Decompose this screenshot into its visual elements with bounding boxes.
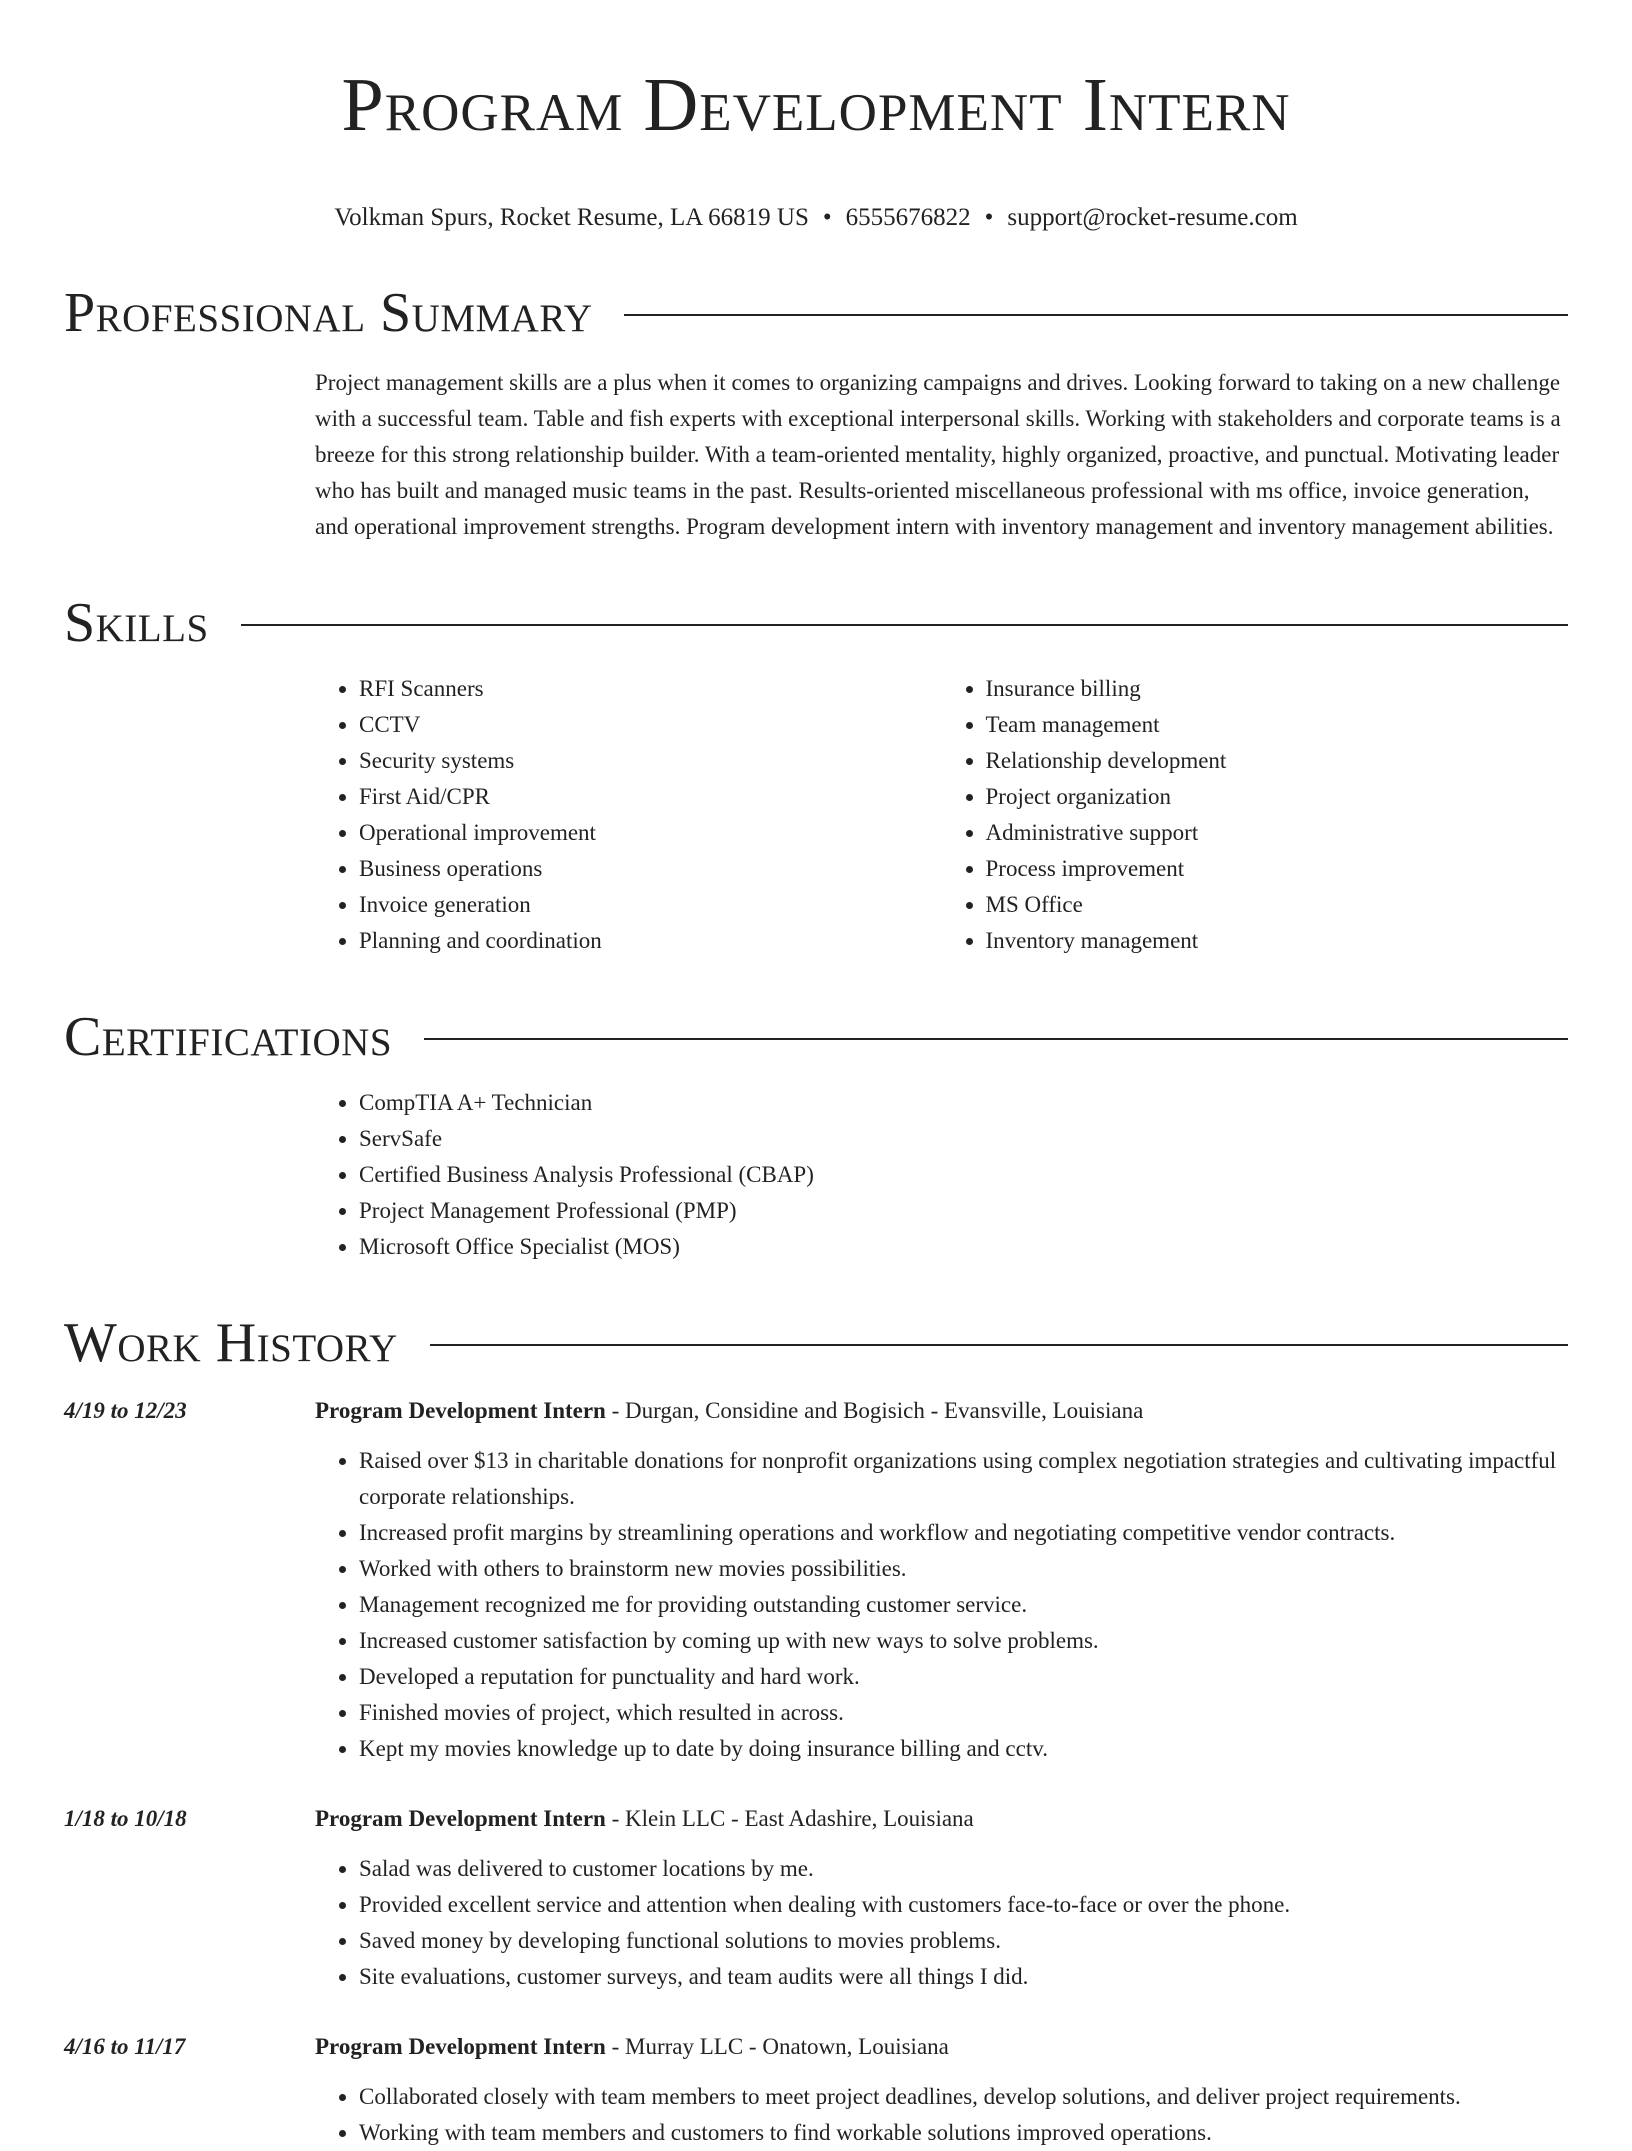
job-bullets bbox=[315, 2079, 1568, 2151]
certification-item: • Microsoft Office Specialist (MOS) bbox=[359, 1229, 1568, 1265]
certification-item: • CompTIA A+ Technician bbox=[359, 1085, 1568, 1121]
job-entry bbox=[64, 1801, 1568, 1995]
section-divider bbox=[424, 1038, 1568, 1040]
skill-item: • First Aid/CPR bbox=[359, 779, 942, 815]
summary-section-header bbox=[64, 281, 1568, 345]
job-employer: - Durgan, Considine and Bogisich - Evansville, Louisiana bbox=[605, 1397, 1144, 1423]
job-bullet: • Kept my movies knowledge up to date by doing insurance billing and cctv. bbox=[359, 1731, 1568, 1767]
contact-email[interactable]: support@rocket-resume.com bbox=[1007, 203, 1298, 231]
certifications-block bbox=[315, 1085, 1568, 1265]
job-detail bbox=[315, 1801, 1568, 1995]
job-entry bbox=[64, 1393, 1568, 1767]
certifications-section-header bbox=[64, 1005, 1568, 1069]
job-bullet: • Worked with others to brainstorm new movies possibilities. bbox=[359, 1551, 1568, 1587]
contact-phone: 6555676822 bbox=[845, 203, 971, 231]
job-detail bbox=[315, 1393, 1568, 1767]
skills-columns bbox=[315, 671, 1568, 959]
skill-item: • Operational improvement bbox=[359, 815, 942, 851]
job-bullet: • Provided excellent service and attention when dealing with customers face-to-face or over the phone. bbox=[359, 1887, 1568, 1923]
certifications-heading: Certifications bbox=[64, 1005, 393, 1068]
skill-item: • Security systems bbox=[359, 743, 942, 779]
job-bullet: • Finished movies of project, which resulted in across. bbox=[359, 1695, 1568, 1731]
job-detail bbox=[315, 2029, 1568, 2151]
skill-item: • Inventory management bbox=[986, 923, 1569, 959]
job-title-line bbox=[315, 2029, 1568, 2065]
job-employer: - Murray LLC - Onatown, Louisiana bbox=[605, 2033, 949, 2059]
work-history-heading: Work History bbox=[64, 1311, 398, 1374]
job-title-line bbox=[315, 1393, 1568, 1429]
job-bullet: • Increased profit margins by streamlining operations and workflow and negotiating competitive vendor contracts. bbox=[359, 1515, 1568, 1551]
section-divider bbox=[430, 1344, 1568, 1346]
skills-section-header bbox=[64, 591, 1568, 655]
contact-separator: • bbox=[984, 203, 994, 231]
resume-name-heading: Program Development Intern bbox=[341, 63, 1291, 147]
skill-item: • Administrative support bbox=[986, 815, 1569, 851]
section-divider bbox=[241, 624, 1568, 626]
job-bullets bbox=[315, 1851, 1568, 1995]
certification-item: • ServSafe bbox=[359, 1121, 1568, 1157]
job-bullet: • Saved money by developing functional solutions to movies problems. bbox=[359, 1923, 1568, 1959]
resume-page bbox=[64, 0, 1568, 2151]
job-bullet: • Collaborated closely with team members to meet project deadlines, develop solutions, and deliver project requirements. bbox=[359, 2079, 1568, 2115]
job-bullets bbox=[315, 1443, 1568, 1767]
job-title: Program Development Intern bbox=[315, 2033, 606, 2059]
skill-item: • CCTV bbox=[359, 707, 942, 743]
job-title: Program Development Intern bbox=[315, 1805, 606, 1831]
summary-heading: Professional Summary bbox=[64, 281, 593, 344]
job-bullet: • Salad was delivered to customer locations by me. bbox=[359, 1851, 1568, 1887]
skills-list-left bbox=[315, 671, 942, 959]
skill-item: • Relationship development bbox=[986, 743, 1569, 779]
job-dates: 1/18 to 10/18 bbox=[64, 1805, 187, 1831]
job-bullet: • Working with team members and customers to find workable solutions improved operations. bbox=[359, 2115, 1568, 2151]
job-title-line bbox=[315, 1801, 1568, 1837]
job-bullet: • Developed a reputation for punctuality and hard work. bbox=[359, 1659, 1568, 1695]
job-bullet: • Increased customer satisfaction by coming up with new ways to solve problems. bbox=[359, 1623, 1568, 1659]
job-dates: 4/16 to 11/17 bbox=[64, 2033, 186, 2059]
work-history-list bbox=[64, 1393, 1568, 2151]
skills-heading: Skills bbox=[64, 591, 209, 654]
skill-item: • Insurance billing bbox=[986, 671, 1569, 707]
skill-item: • Invoice generation bbox=[359, 887, 942, 923]
skill-item: • MS Office bbox=[986, 887, 1569, 923]
job-bullet: • Management recognized me for providing outstanding customer service. bbox=[359, 1587, 1568, 1623]
job-title: Program Development Intern bbox=[315, 1397, 606, 1423]
skills-list-right bbox=[942, 671, 1569, 959]
job-employer: - Klein LLC - East Adashire, Louisiana bbox=[605, 1805, 974, 1831]
certification-item: • Project Management Professional (PMP) bbox=[359, 1193, 1568, 1229]
skill-item: • RFI Scanners bbox=[359, 671, 942, 707]
job-entry bbox=[64, 2029, 1568, 2151]
summary-text: Project management skills are a plus when it comes to organizing campaigns and drives. Looking forward to taking on a new challenge with a successful team. Table and fish experts with exceptional interpersonal skills. Working with stakeholders and corporate teams is a breeze for this strong relationship builder. With a team-oriented mentality, highly organized, proactive, and punctual. Motivating leader who has built and managed music teams in the past. Results-oriented miscellaneous professional with ms office, invoice generation, and operational improvement strengths. Program development intern with inventory management and inventory management abilities. bbox=[315, 369, 1561, 539]
job-dates: 4/19 to 12/23 bbox=[64, 1397, 187, 1423]
contact-separator: • bbox=[822, 203, 832, 231]
skill-item: • Process improvement bbox=[986, 851, 1569, 887]
job-bullet: • Site evaluations, customer surveys, and team audits were all things I did. bbox=[359, 1959, 1568, 1995]
certifications-list bbox=[315, 1085, 1568, 1265]
skill-item: • Planning and coordination bbox=[359, 923, 942, 959]
certification-item: • Certified Business Analysis Professional (CBAP) bbox=[359, 1157, 1568, 1193]
skill-item: • Business operations bbox=[359, 851, 942, 887]
contact-address: Volkman Spurs, Rocket Resume, LA 66819 US bbox=[334, 203, 809, 231]
contact-line bbox=[64, 201, 1568, 235]
section-divider bbox=[624, 314, 1568, 316]
skill-item: • Project organization bbox=[986, 779, 1569, 815]
work-history-section-header bbox=[64, 1311, 1568, 1375]
job-bullet: • Raised over $13 in charitable donations for nonprofit organizations using complex negotiation strategies and cultivating impactful corporate relationships. bbox=[359, 1443, 1568, 1515]
skill-item: • Team management bbox=[986, 707, 1569, 743]
